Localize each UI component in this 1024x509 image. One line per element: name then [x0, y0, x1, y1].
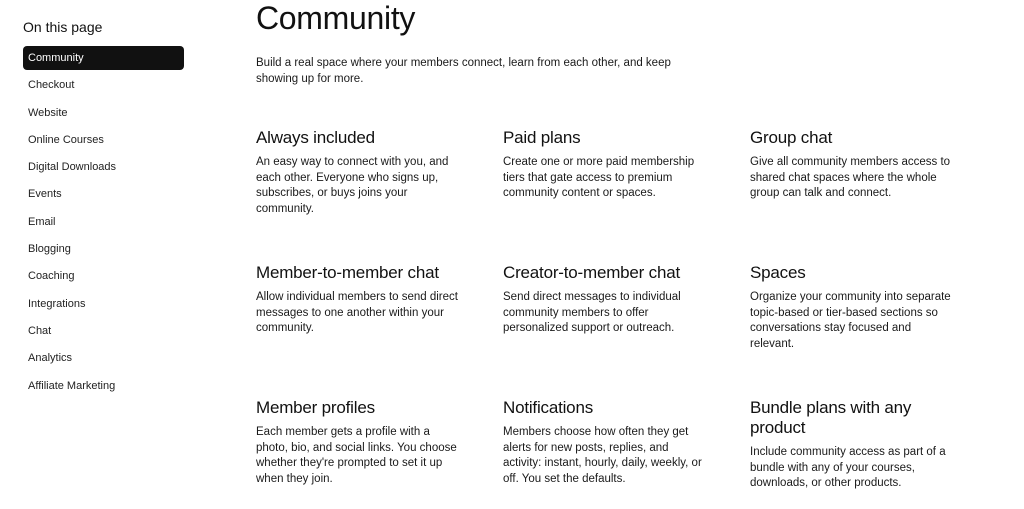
nav-item-coaching[interactable]: Coaching	[28, 270, 75, 283]
feature-notifications	[503, 398, 750, 508]
feature-title: Group chat	[750, 128, 833, 147]
nav-list	[23, 46, 184, 398]
feature-title: Notifications	[503, 398, 593, 417]
nav-item-integrations[interactable]: Integrations	[28, 297, 86, 310]
feature-grid	[256, 128, 997, 508]
feature-description: Members choose how often they get alerts for new posts, replies, and activity: instant, hourly, daily, weekly, or off. You set the defaults.	[503, 426, 702, 485]
nav-item-email[interactable]: Email	[28, 215, 56, 228]
nav-item-website[interactable]: Website	[28, 106, 68, 119]
nav-item-community[interactable]: Community	[23, 46, 184, 70]
feature-title: Bundle plans with any product	[750, 398, 912, 437]
feature-spaces	[750, 263, 997, 398]
nav-item-affiliate-marketing[interactable]: Affiliate Marketing	[28, 379, 116, 392]
nav-item-events[interactable]: Events	[28, 188, 62, 201]
feature-member-profiles	[256, 398, 503, 508]
feature-title: Creator-to-member chat	[503, 263, 680, 282]
nav-item-checkout[interactable]: Checkout	[28, 79, 75, 92]
nav-item-chat[interactable]: Chat	[28, 324, 52, 337]
feature-always-included	[256, 128, 503, 263]
page-intro: Build a real space where your members connect, learn from each other, and keep showing up for more.	[256, 57, 671, 85]
sidebar-heading: On this page	[23, 19, 103, 35]
feature-title: Member-to-member chat	[256, 263, 439, 282]
feature-creator-to-member-chat	[503, 263, 750, 398]
feature-paid-plans	[503, 128, 750, 263]
feature-group-chat	[750, 128, 997, 263]
main-content	[256, 0, 996, 490]
feature-title: Member profiles	[256, 398, 375, 417]
feature-description: Include community access as part of a bundle with any of your courses, downloads, or other products.	[750, 446, 946, 490]
feature-title: Always included	[256, 128, 375, 147]
feature-description: Organize your community into separate topic-based or tier-based sections so conversations stay focused and relevant.	[750, 291, 951, 350]
on-this-page-nav	[23, 18, 184, 401]
nav-item-online-courses[interactable]: Online Courses	[28, 133, 104, 146]
feature-bundle-plans	[750, 398, 997, 508]
feature-description: Create one or more paid membership tiers that gate access to premium community content or spaces.	[503, 156, 695, 200]
nav-item-analytics[interactable]: Analytics	[28, 352, 73, 365]
page-title: Community	[256, 0, 416, 36]
feature-description: Send direct messages to individual community members to offer personalized support or outreach.	[503, 291, 681, 335]
feature-description: Allow individual members to send direct messages to one another within your community.	[256, 291, 458, 335]
nav-item-digital-downloads[interactable]: Digital Downloads	[28, 161, 117, 174]
feature-title: Spaces	[750, 263, 806, 282]
feature-description: Each member gets a profile with a photo, bio, and social links. You choose whether they're prompted to set it up when they join.	[256, 426, 457, 485]
nav-item-blogging[interactable]: Blogging	[28, 243, 71, 256]
feature-member-to-member-chat	[256, 263, 503, 398]
feature-description: Give all community members access to shared chat spaces where the whole group can talk and connect.	[750, 156, 951, 200]
feature-description: An easy way to connect with you, and each other. Everyone who signs up, subscribes, or buys joins your community.	[256, 156, 449, 215]
feature-title: Paid plans	[503, 128, 581, 147]
